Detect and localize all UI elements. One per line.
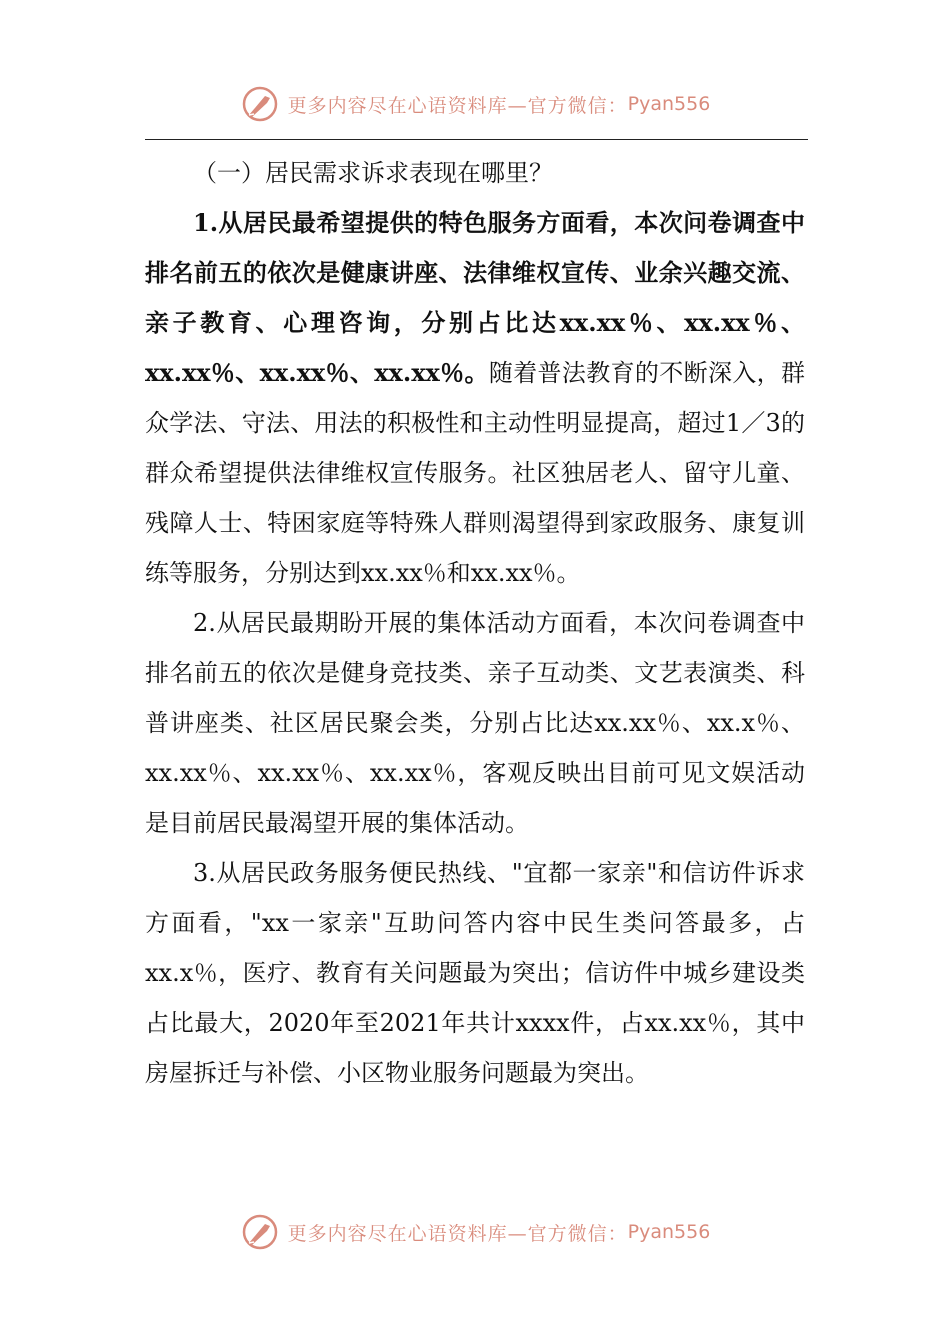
- paragraph-1-bold: 1.从居民最希望提供的特色服务方面看，本次问卷调查中排名前五的依次是健康讲座、法律维权宣传、业余兴趣交流、亲子教育、心理咨询，分别占比达xx.xx％、xx.xx％、xx.xx％、xx.xx％、xx.xx％。: [145, 208, 805, 387]
- banner-text: 更多内容尽在心语资料库—官方微信：: [287, 94, 628, 117]
- watermark-banner-bottom: [0, 1210, 950, 1254]
- banner-wechat-id: Pyan556: [627, 93, 711, 115]
- paragraph-1: [145, 198, 805, 598]
- header-divider: [145, 139, 808, 140]
- paragraph-3-normal: 3.从居民政务服务便民热线、"宜都一家亲"和信访件诉求方面看，"xx一家亲"互助问答内容中民生类问答最多，占xx.x％，医疗、教育有关问题最为突出；信访件中城乡建设类占比最大，2020年至2021年共计xxxx件，占xx.xx％，其中房屋拆迁与补偿、小区物业服务问题最为突出。: [145, 859, 805, 1087]
- paragraph-3: [145, 848, 805, 1098]
- pen-nib-logo-icon: [240, 1212, 280, 1252]
- banner-text: 更多内容尽在心语资料库—官方微信：: [287, 1222, 628, 1245]
- section-heading: （一）居民需求诉求表现在哪里？: [193, 159, 553, 187]
- watermark-banner-top: [0, 82, 950, 126]
- banner-wechat-id: Pyan556: [627, 1221, 711, 1243]
- pen-nib-logo-icon: [240, 84, 280, 124]
- document-body: [145, 148, 805, 1098]
- paragraph-1-normal: 随着普法教育的不断深入，群众学法、守法、用法的积极性和主动性明显提高，超过1／3的群众希望提供法律维权宣传服务。社区独居老人、留守儿童、残障人士、特困家庭等特殊人群则渴望得到家政服务、康复训练等服务，分别达到xx.xx％和xx.xx％。: [145, 359, 805, 587]
- paragraph-2-normal: 2.从居民最期盼开展的集体活动方面看，本次问卷调查中排名前五的依次是健身竞技类、亲子互动类、文艺表演类、科普讲座类、社区居民聚会类，分别占比达xx.xx％、xx.x％、xx.xx％、xx.xx％、xx.xx％，客观反映出目前可见文娱活动是目前居民最渴望开展的集体活动。: [145, 609, 805, 837]
- paragraph-2: [145, 598, 805, 848]
